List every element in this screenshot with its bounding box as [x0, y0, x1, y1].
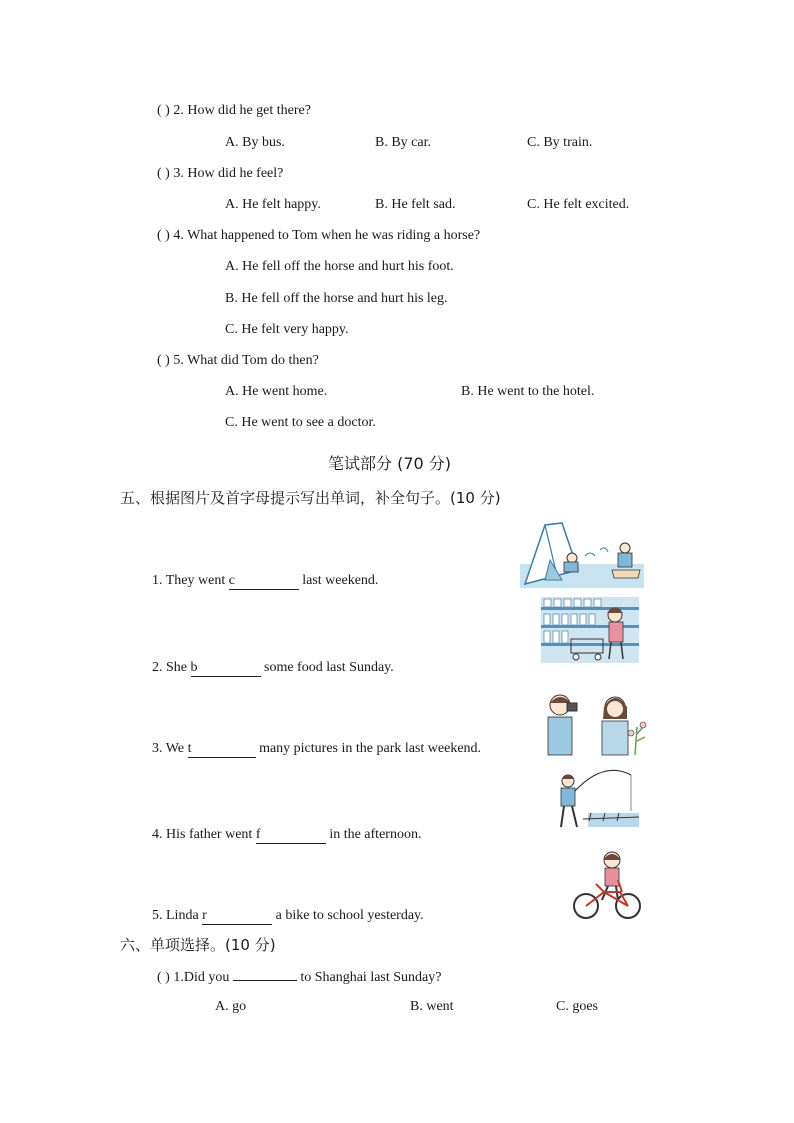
fill-sentence-2: 2. She b some food last Sunday.	[152, 660, 394, 675]
option-b: B. He fell off the horse and hurt his leg.	[225, 291, 448, 306]
fill-sentence-5: 5. Linda r a bike to school yesterday.	[152, 908, 424, 923]
answer-paren[interactable]: ( )	[157, 353, 170, 368]
option-a: A. He fell off the horse and hurt his foot.	[225, 259, 454, 274]
option-a: A. He felt happy.	[225, 197, 321, 212]
fishing-picture	[553, 765, 639, 831]
hint-letter[interactable]: c	[229, 573, 299, 590]
question-4	[157, 228, 480, 244]
fill-sentence-4: 4. His father went f in the afternoon.	[152, 827, 422, 842]
option-b: B. He went to the hotel.	[461, 384, 595, 399]
question-stem: 3. How did he feel?	[173, 166, 284, 181]
answer-paren[interactable]: ( )	[157, 970, 170, 985]
question-5	[157, 353, 319, 369]
option-c: C. He felt very happy.	[225, 322, 349, 337]
fill-sentence-1: 1. They went c last weekend.	[152, 573, 379, 588]
option-c: C. goes	[556, 999, 598, 1014]
hint-letter[interactable]: r	[202, 908, 272, 925]
question-stem: 5. What did Tom do then?	[173, 353, 319, 368]
hint-letter[interactable]: f	[256, 827, 326, 844]
section-5-title: 五、根据图片及首字母提示写出单词，补全句子。(10 分)	[120, 489, 501, 507]
riding-bike-picture	[572, 848, 642, 922]
option-c: C. By train.	[527, 135, 593, 150]
supermarket-shopping-picture	[541, 597, 639, 663]
option-a: A. He went home.	[225, 384, 328, 399]
choice-question-1: ( ) 1.Did you to Shanghai last Sunday?	[157, 967, 441, 986]
answer-paren[interactable]: ( )	[157, 166, 170, 181]
answer-paren[interactable]: ( )	[157, 103, 170, 118]
question-stem: 2. How did he get there?	[173, 103, 311, 118]
answer-blank[interactable]	[233, 967, 297, 981]
camping-tent-picture	[520, 520, 644, 588]
option-c: C. He felt excited.	[527, 197, 630, 212]
option-b: B. He felt sad.	[375, 197, 456, 212]
answer-paren[interactable]: ( )	[157, 228, 170, 243]
option-c: C. He went to see a doctor.	[225, 415, 376, 430]
written-part-title: 笔试部分 (70 分)	[328, 454, 452, 473]
question-stem: 4. What happened to Tom when he was riding a horse?	[173, 228, 481, 243]
hint-letter[interactable]: b	[191, 660, 261, 677]
option-a: A. go	[215, 999, 247, 1014]
question-3	[157, 166, 283, 182]
hint-letter[interactable]: t	[188, 741, 256, 758]
option-b: B. went	[410, 999, 454, 1014]
fill-sentence-3: 3. We t many pictures in the park last weekend.	[152, 741, 482, 756]
option-b: B. By car.	[375, 135, 431, 150]
section-6-title: 六、单项选择。(10 分)	[120, 936, 276, 954]
question-2	[157, 103, 311, 119]
taking-pictures-picture	[545, 689, 649, 757]
option-a: A. By bus.	[225, 135, 285, 150]
